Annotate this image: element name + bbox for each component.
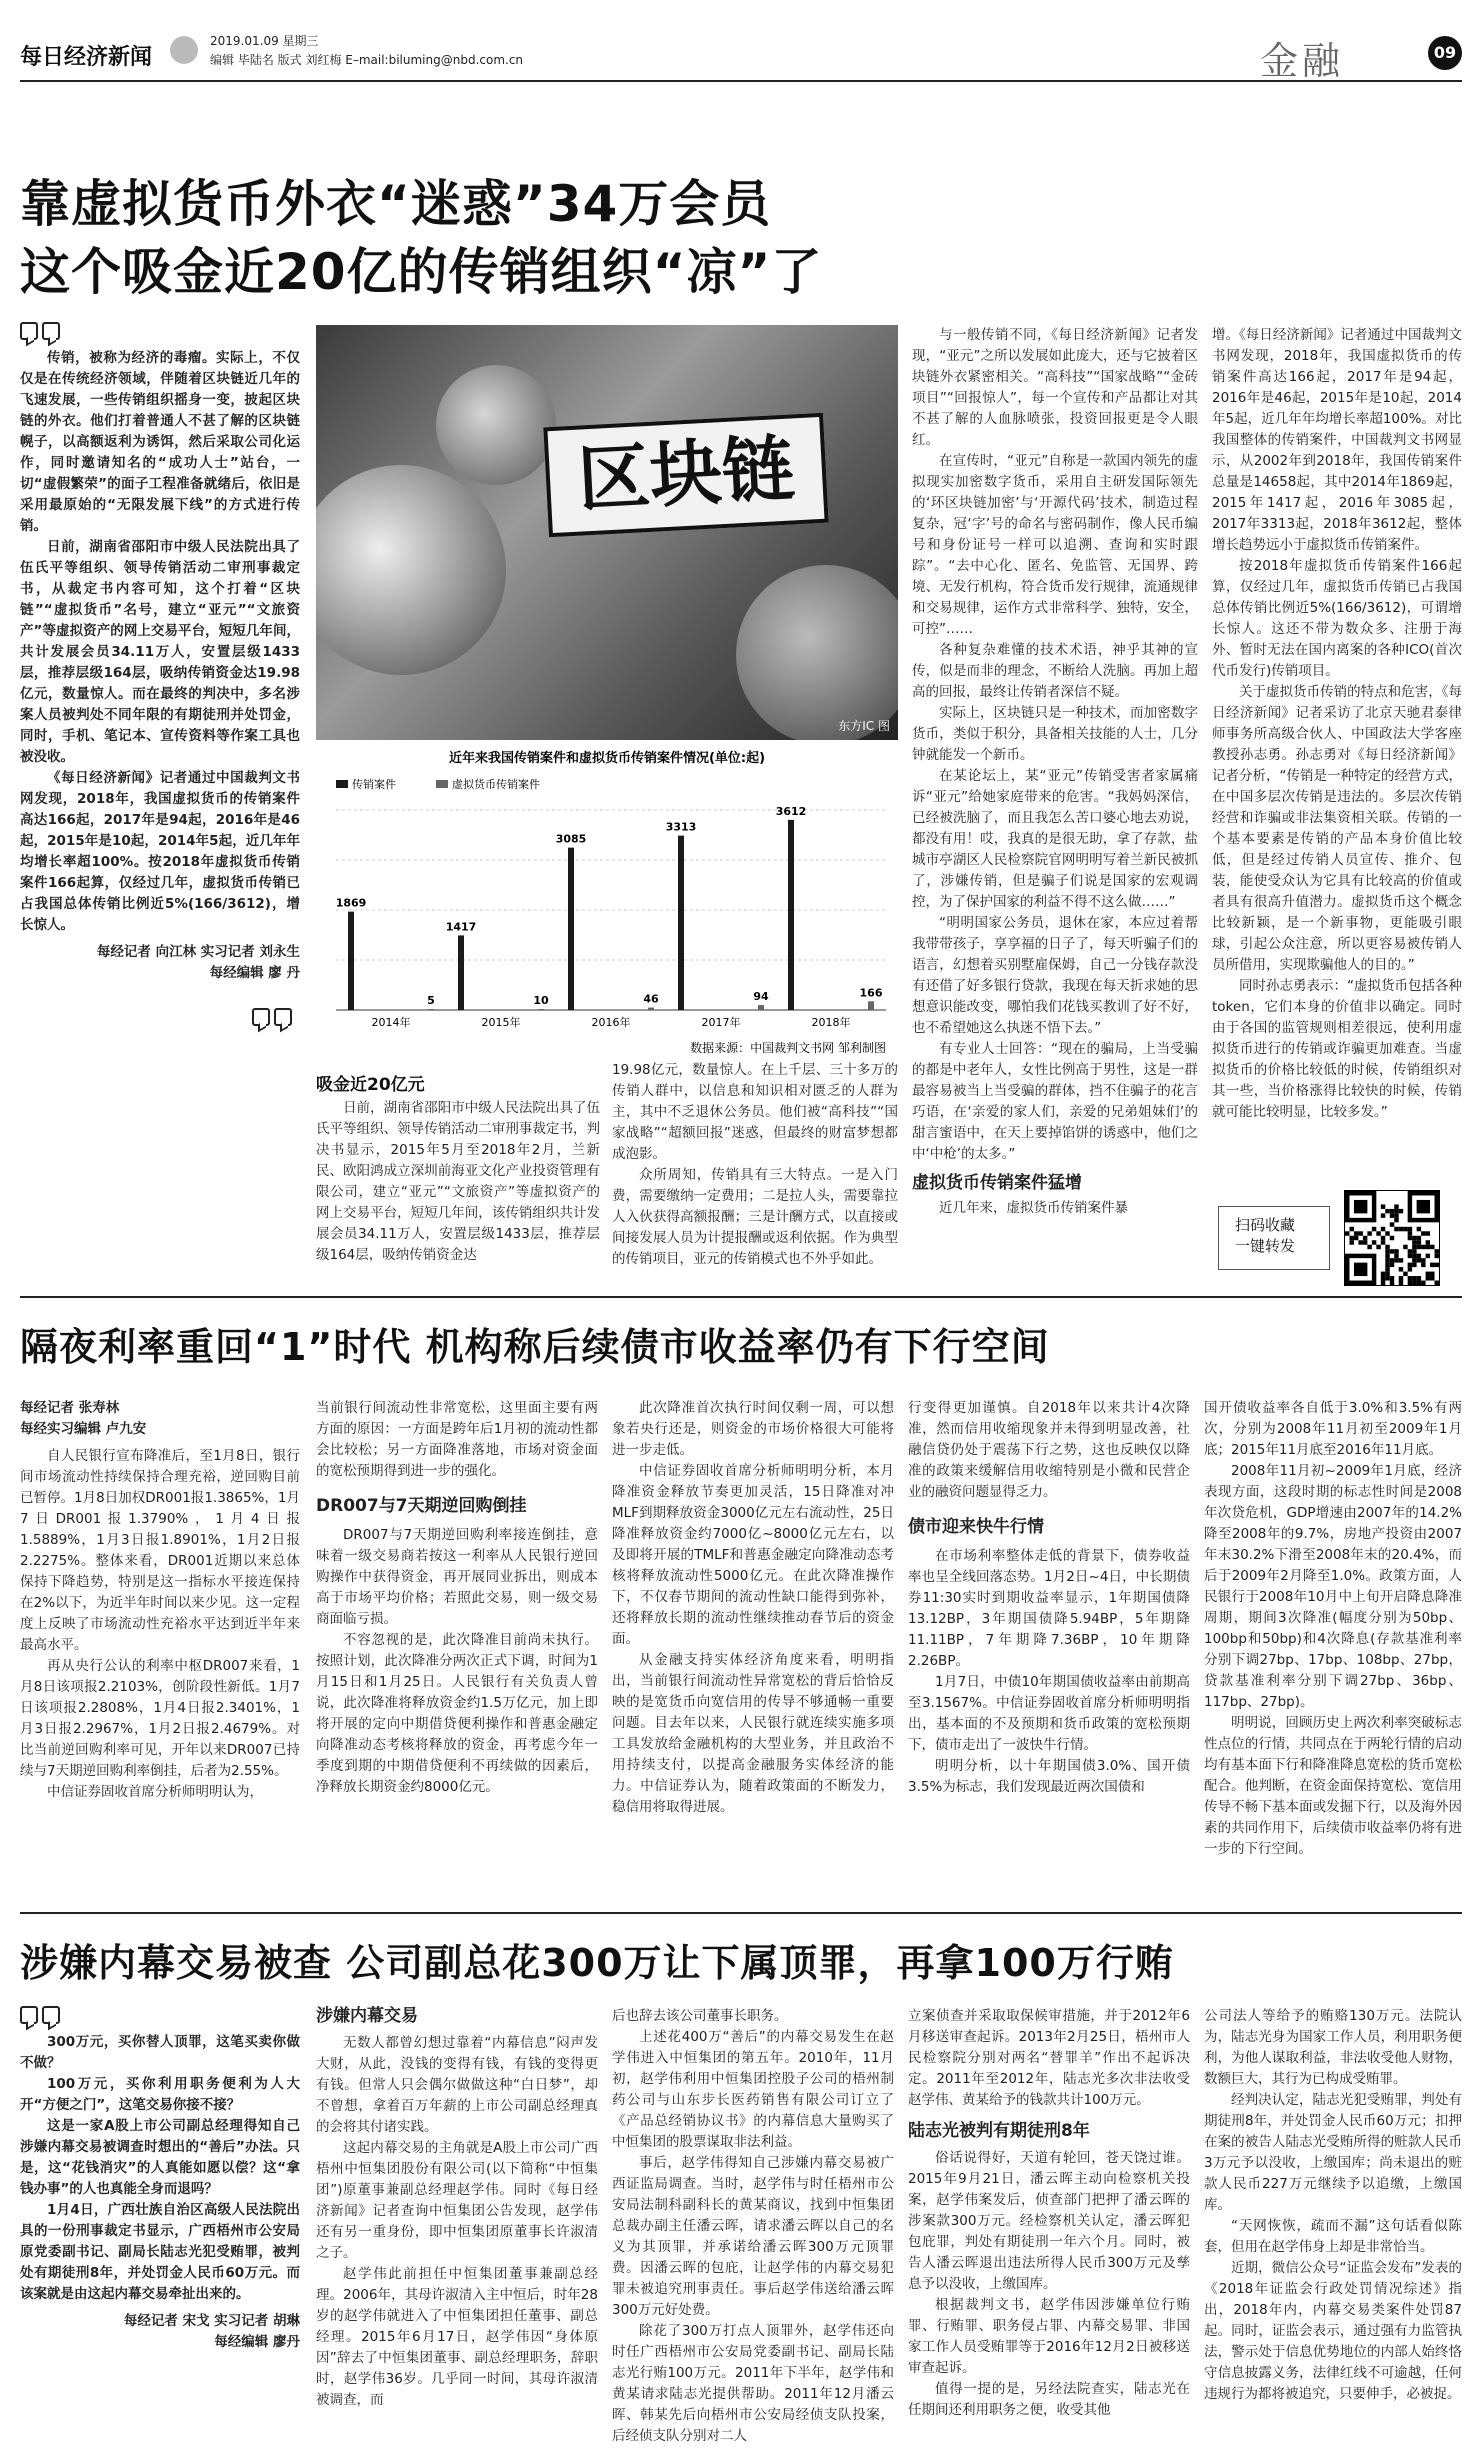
story2-col5 — [1204, 1398, 1462, 1860]
bar-value-label: 94 — [753, 990, 769, 1004]
story2-col4-p1: 行变得更加谨慎。自2018年以来共计4次降准，然而信用收缩现象并未得到明显改善，社融信贷仍处于震荡下行之势，这也反映仅以降准的政策来缓解信用收缩特别是小微和民营企业的融资问题显得乏力。 — [908, 1400, 1190, 1500]
x-tick-label: 2015年 — [481, 1016, 521, 1029]
story1-subhead-2: 虚拟货币传销案件猛增 — [912, 1173, 1082, 1193]
bar-mlm — [678, 836, 684, 1010]
paper-name: 每日经济新闻 — [20, 44, 153, 70]
story2-col4 — [908, 1398, 1190, 1798]
story2-col1-p2: 再从央行公认的利率中枢DR007来看，1月8日该项报2.2103%，创阶段性新低。1月7日该项报2.2808%，1月4日报2.3401%，1月3日报2.2967%，1月2日报2.4679%。对比当前逆回购利率可见，开年以来DR007已持续与7天期逆回购利率倒挂，后者为2.55%。 — [20, 1658, 300, 1779]
story3-col5-p4: 近期，微信公众号“证监会发布”发表的《2018年证监会行政处罚情况综述》指出，2018年内，内幕交易类案件处罚87起。同时，证监会表示，通过强有力监管执法，警示处于信息优势地位的内部人始终恪守信息披露义务，法律红线不可逾越，任何违规行为都将被追究，只要伸手，必被捉。 — [1204, 2260, 1462, 2402]
story2-col1-p3: 中信证券固收首席分析师明明认为， — [47, 1784, 263, 1800]
story1-col4 — [912, 325, 1198, 1219]
bar-mlm — [568, 848, 574, 1010]
story1-subhead-1: 吸金近20亿元 — [316, 1075, 425, 1095]
story3-col5 — [1204, 2006, 1462, 2405]
story2-col5-p1: 国开债收益率各自低于3.0%和3.5%有两次，分别为2008年11月初至2009年1月底；2015年11月底至2016年11月底。 — [1204, 1400, 1462, 1458]
bitcoin-coin-icon — [316, 465, 506, 675]
chart-ticks — [372, 1015, 851, 1029]
story1-col5-p1: 增。《每日经济新闻》记者通过中国裁判文书网发现，2018年，我国虚拟货币的传销案件高达166起，2017年是94起，2016年是46起，2015年是10起，2014年5起，近几年年均增长率超100%。对比我国整体的传销案件，中国裁判文书网显示，从2002年到2018年，我国传销案件总量是14658起，其中2014年1869起，2015年1417起，2016年3085起，2017年3313起，2018年3612起，整体增长趋势远小于虚拟货币传销案件。 — [1212, 327, 1462, 553]
story1-col4-p2: 在宣传时，“亚元”自称是一款国内领先的虚拟现实加密数字货币，采用自主研发国际领先的‘环区块链加密’与‘开源代码’技术，制造过程复杂，冠‘字’号的命名与密码制作，像人民币编号和身份证号一样可以追溯、查询和实时跟踪”。“去中心化、匿名、免监管、无国界、跨境、无发行机构，符合货币发行规律，流通规律和交易规律，运作方式非常科学、独特，安全，可控”…… — [912, 453, 1198, 637]
story2-col2-top: 当前银行间流动性非常宽松，这里面主要有两方面的原因：一方面是跨年后1月初的流动性都会比较松；另一方面降准落地，市场对资金面的宽松预期得到进一步的强化。 — [316, 1400, 598, 1479]
chart-bars — [336, 805, 883, 1010]
bar-mlm — [788, 820, 794, 1010]
coin-icon — [736, 565, 898, 740]
bar-value-label: 1869 — [335, 896, 367, 910]
story1-col2: 日前，湖南省邵阳市中级人民法院出具了伍氏平等组织、领导传销活动二审刑事裁定书，判决书显示，2015年5月至2018年2月，兰新民、欧阳鸿成立深圳前海亚文化产业投资管理有限公司，建立“亚元”“文旅资产”等虚拟资产的网上交易平台，短短几年间，该传销组织共计发展会员34.11万人，安置层级1433层，推荐层级164层，吸纳传销资金达 — [316, 1100, 600, 1263]
story1-lead-p3: 《每日经济新闻》记者通过中国裁判文书网发现，2018年，我国虚拟货币的传销案件高达166起，2017年是94起，2016年是46起，2015年是10起，2014年5起，近几年年均增长率超100%。按2018年虚拟货币传销案件166起算，仅经过几年，虚拟货币传销已占我国总体传销比例近5%(166/3612)，增长惊人。 — [20, 770, 300, 933]
story3-col3-p2: 上述花400万“善后”的内幕交易发生在赵学伟进入中恒集团的第五年。2010年，11月初，赵学伟利用中恒集团控股子公司的梧州制药公司与山东步长医药销售有限公司订立了《产品总经销协议书》的内幕信息大量购买了中恒集团的股票谋取非法利益。 — [612, 2029, 894, 2150]
x-tick-label: 2016年 — [591, 1016, 631, 1029]
story2-col4-p2: 在市场利率整体走低的背景下，债券收益率也呈全线回落态势。1月2日~4日，中长期债券11:30实时到期收益率显示，1年期国债降13.12BP，3年期国债降5.94BP，5年期降11.11BP，7年期降7.36BP，10年期降2.26BP。 — [908, 1548, 1190, 1669]
qr-code-icon[interactable] — [1344, 1190, 1440, 1286]
chart-title: 近年来我国传销案件和虚拟货币传销案件情况(单位:起) — [448, 751, 766, 766]
bar-value-label: 3612 — [775, 804, 807, 818]
bar-value-label: 46 — [643, 992, 659, 1006]
story3-headline: 涉嫌内幕交易被查 公司副总花300万让下属顶罪，再拿100万行贿 — [20, 1941, 1174, 1985]
story1-headline-line1: 靠虚拟货币外衣“迷惑”34万会员 — [20, 175, 772, 233]
masthead — [20, 22, 1462, 82]
date-line: 2019.01.09 星期三 — [210, 34, 319, 48]
chart-grid — [336, 810, 886, 1010]
story2-subhead: DR007与7天期逆回购倒挂 — [316, 1496, 527, 1516]
story3-col3 — [612, 2006, 894, 2447]
story1-col3 — [612, 1060, 898, 1270]
story3-col2 — [316, 2006, 598, 2411]
story3-col4-p1: 立案侦查并采取取保候审措施，并于2012年6月移送审查起诉。2013年2月25日，梧州市人民检察院分别对两名“替罪羊”作出不起诉决定。2011年至2012年，陆志光多次非法收受赵学伟、黄某给予的钱款共计100万元。 — [908, 2008, 1190, 2108]
story2-col5-p3: 明明说，回顾历史上两次利率突破标志性点位的行情，共同点在于两轮行情的启动均有基本面下行和降准降息宽松的货币宽松配合。他判断，在资金面保持宽松、宽信用传导不畅下基本面或发掘下行，以及海外因素的共同作用下，后续债市收益率仍将有进一步的下行空间。 — [1204, 1715, 1462, 1857]
story2-col4-p3: 1月7日，中债10年期国债收益率由前期高至3.1567%。中信证券固收首席分析师明明指出，基本面的不及预期和货币政策的宽松预期下，债市走出了一波快牛行情。 — [908, 1674, 1190, 1753]
story1-col4-p7: 有专业人士回答：“现在的骗局，上当受骗的都是中老年人，女性比例高于男性，这是一群最容易被当上当受骗的群体，挡不住骗子的花言巧语，在‘亲爱的家人们，亲爱的兄弟姐妹们’的甜言蜜语中，在天上要掉馅饼的诱惑中，他们之中‘中枪’的太多。” — [912, 1041, 1198, 1162]
bar-value-label: 10 — [533, 994, 549, 1007]
story2-col2 — [316, 1398, 598, 1798]
story3-col2-p2: 这起内幕交易的主角就是A股上市公司广西梧州中恒集团股份有限公司(以下简称“中恒集团”)原董事兼副总经理赵学伟。同时《每日经济新闻》记者查询中恒集团公告发现，赵学伟还有另一重身份，即中恒集团原董事长许淑清之子。 — [316, 2140, 598, 2261]
story2-col3 — [612, 1398, 894, 1818]
divider-1 — [20, 1296, 1462, 1298]
story3-lead-p3: 这是一家A股上市公司副总经理得知自己涉嫌内幕交易被调查时想出的“善后”办法。只是，这“花钱消灾”的人真能如愿以偿？这“拿钱办事”的人也真能全身而退吗？ — [20, 2118, 300, 2197]
story2-col1 — [20, 1446, 300, 1803]
story1-col5 — [1212, 325, 1462, 1123]
story3-col2-p3: 赵学伟此前担任中恒集团董事兼副总经理。2006年，其母许淑清入主中恒后，时年28岁的赵学伟就进入了中恒集团担任董事、副总经理。2015年6月17日，赵学伟因“身体原因”辞去了中恒集团董事、副总经理职务，辞职时，赵学伟36岁。几乎同一时间，其母许淑清被调查，而 — [316, 2266, 598, 2408]
story2-col3-p2: 中信证券固收首席分析师明明分析，本月降准资金释放节奏更加灵活，15日降准对冲MLF到期释放资金3000亿元左右流动性，25日降准释放资金约7000亿~8000亿元左右，以及即将开展的TMLF和普惠金融定向降准动态考核将释放流动性5000亿元。在此次降准操作下，不仅春节期间的流动性缺口能得到弥补，还将释放长期的流动性继续推动春节后的资金面。 — [612, 1463, 894, 1647]
story1-lead — [20, 348, 300, 984]
legend-swatch — [336, 780, 348, 788]
bar-crypto — [648, 1008, 654, 1010]
masthead-info — [210, 32, 523, 70]
story3-col4-p4: 值得一提的是，另经法院查实，陆志光在任期间还利用职务之便，收受其他 — [908, 2381, 1190, 2418]
story3-byline-reporter: 每经记者 宋戈 实习记者 胡琳 — [123, 2313, 300, 2329]
story2-byline-reporter: 每经记者 张寿林 — [20, 1400, 120, 1416]
bar-value-label: 5 — [427, 994, 435, 1007]
story2-col2-p1: DR007与7天期逆回购利率接连倒挂，意味着一级交易商若按这一利率从人民银行逆回购操作中获得资金，再开展同业拆出，则成本高于市场平均价格；若照此交易，则一级交易商面临亏损。 — [316, 1527, 598, 1627]
story1-col4-end: 近几年来，虚拟货币传销案件暴 — [939, 1200, 1128, 1216]
story2-subhead-2: 债市迎来快牛行情 — [908, 1517, 1044, 1537]
story2-col2-p2: 不容忽视的是，此次降准目前尚未执行。按照计划，此次降准分两次正式下调，时间为1月15日和1月25日。人民银行有关负责人曾说，此次降准将释放资金约1.5万亿元，加上即将开展的定向中期借贷便利操作和普惠金融定向降准动态考核将释放的资金，再考虑今年一季度到期的中期借贷便利不再续做的因素后，净释放长期资金约8000亿元。 — [316, 1632, 598, 1795]
bar-crypto — [758, 1005, 764, 1010]
divider-2 — [20, 1912, 1462, 1914]
story3-col4 — [908, 2006, 1190, 2421]
comment-icon — [20, 2006, 66, 2026]
story1-col4-p5: 在某论坛上，某“亚元”传销受害者家属痛诉“亚元”给她家庭带来的危害。“我妈妈深信，已经被洗脑了，而且我怎么苦口婆心地去劝说，都没有用！哎，我真的是很无助，拿了存款，盐城市亭湖区人民检察院官网明明写着兰新民被抓了，涉嫌传销，但是骗子们说是国家的宏观调控，为了保护国家的利益不得不这么做……” — [912, 768, 1198, 910]
paper-logo-icon — [170, 36, 198, 64]
bar-mlm — [348, 912, 354, 1010]
page-number: 09 — [1428, 36, 1462, 70]
x-tick-label: 2017年 — [701, 1016, 741, 1029]
story3-col5-p2: 经判决认定，陆志光犯受贿罪，判处有期徒刑8年，并处罚金人民币60万元；扣押在案的被告人陆志光受贿所得的赃款人民币3万元予以没收，上缴国库；尚未退出的赃款人民币227万元继续予以追缴，上缴国库。 — [1204, 2092, 1462, 2213]
story1-col3-p2: 众所周知，传销具有三大特点。一是入门费，需要缴纳一定费用；二是拉人头，需要靠拉人入伙获得高额报酬；三是计酬方式，以直接或间接发展人员为计提报酬或返利依据。作为典型的传销项目，亚元的传销模式也不外乎如此。 — [612, 1167, 898, 1267]
story1-lead-p2: 日前，湖南省邵阳市中级人民法院出具了伍氏平等组织、领导传销活动二审刑事裁定书，从裁定书内容可知，这个打着“区块链”“虚拟货币”名号，建立“亚元”“文旅资产”等虚拟资产的网上交易平台，短短几年间，共计发展会员34.11万人，安置层级1433层，推荐层级164层，吸纳传销资金达19.98亿元，数量惊人。而在最终的判决中，多名涉案人员被判处不同年限的有期徒刑并处罚金，同时，手机、笔记本、宣传资料等作案工具也被没收。 — [20, 539, 300, 765]
story3-lead-p2: 100万元，买你利用职务便利为人大开“方便之门”，这笔交易你接不接？ — [20, 2076, 300, 2113]
legend-label: 虚拟货币传销案件 — [452, 778, 540, 791]
story2-headline: 隔夜利率重回“1”时代 机构称后续债市收益率仍有下行空间 — [20, 1325, 1050, 1369]
story3-col3-p3: 事后，赵学伟得知自己涉嫌内幕交易被广西证监局调查。当时，赵学伟与时任梧州市公安局法制科副科长的黄某商议，找到中恒集团总裁办副主任潘云晖，请求潘云晖以自己的名义为其顶罪，并承诺给潘云晖300万元顶罪费。因潘云晖的包庇，让赵学伟的内幕交易犯罪未被追究刑事责任。事后赵学伟送给潘云晖300万元好处费。 — [612, 2155, 894, 2318]
comment-icon — [20, 322, 66, 342]
bar-crypto — [538, 1009, 544, 1010]
story1-byline-editor: 每经编辑 廖 丹 — [209, 965, 300, 981]
bar-value-label: 1417 — [445, 920, 477, 934]
end-icon — [252, 1008, 298, 1028]
story3-col2-p1: 无数人都曾幻想过靠着“内幕信息”闷声发大财，从此，没钱的变得有钱，有钱的变得更有钱。但常人只会偶尔做做这种“白日梦”，却不曾想，拿着百万年薪的上市公司副总经理真的会将其付诸实践。 — [316, 2035, 598, 2135]
story2-col3-p3: 从金融支持实体经济角度来看，明明指出，当前银行间流动性异常宽松的背后恰恰反映的是宽货币向宽信用的传导不够通畅一重要问题。目去年以来，人民银行就连续实施多项工具发放给金融机构的大型业务，并且政治不用持续支付，以提高金融服务实体经济的能力。中信证券认为，随着政策面的不断发力，稳信用将取得进展。 — [612, 1652, 894, 1815]
bar-crypto — [428, 1009, 434, 1010]
story1-headline-line2: 这个吸金近20亿的传销组织“凉”了 — [20, 243, 823, 301]
story1-col5-p4: 同时孙志勇表示：“虚拟货币包括各种token，它们本身的价值非以确定。同时由于各国的监管规则相差很远，使利用虚拟货币进行的传销或诈骗更加难查。当虚拟货币的价格比较低的时候，传销组织对其一些，当价格涨得比较快的时候，传销就可能比较明显，比较多发。” — [1212, 978, 1462, 1120]
story1-headline — [20, 170, 1020, 306]
story3-subhead: 涉嫌内幕交易 — [316, 2006, 418, 2026]
story1-col4-p6: “明明国家公务员，退休在家，本应过着帮我带带孩子，享享福的日子了，每天听骗子们的语言，幻想着买别墅雇保姆，自己一分钱存款没有还借了好多银行贷款，我现在每天折求她的思想意识能改变，哪怕我们花钱买教训了好不好，也不希望她这么执迷不悟下去。” — [912, 915, 1198, 1036]
story3-col3-p1: 后也辞去该公司董事长职务。 — [612, 2008, 788, 2024]
chart-legend — [336, 777, 540, 791]
story3-lead-p4: 1月4日，广西壮族自治区高级人民法院出具的一份刑事裁定书显示，广西梧州市公安局原党委副书记、副局长陆志光犯受贿罪，被判处有期徒刑8年，并处罚金人民币60万元。而该案就是由这起内幕交易牵扯出来的。 — [20, 2202, 300, 2302]
story1-col4-p1: 与一般传销不同，《每日经济新闻》记者发现，“亚元”之所以发展如此庞大，还与它披着区块链外衣紧密相关。“高科技”“国家战略”“金砖项目”“回报惊人”，每一个宣传和产品都让对其不甚了解的人血脉喷张，投资回报更是令人眼红。 — [912, 327, 1198, 448]
bar-value-label: 3313 — [665, 820, 697, 834]
story3-col5-p3: “天网恢恢，疏而不漏”这句话看似陈套，但用在赵学伟身上却是非常恰当。 — [1204, 2218, 1462, 2255]
story2-col1-p1: 自人民银行宣布降准后，至1月8日，银行间市场流动性持续保持合理充裕，逆回购目前已暂停。1月8日加权DR001报1.3865%，1月7日DR001报1.3790%，1月4日报1.5889%，1月3日报1.8901%，1月2日报2.2275%。整体来看，DR001近期以来总体保持下降趋势，特别是这一指标水平接连保持在2%以下，为近半年时间以来少见。这一定程度上反映了市场流动性充裕水平达到近半年来最高水平。 — [20, 1448, 300, 1653]
story3-col4-p2: 俗话说得好，天道有轮回，苍天饶过谁。2015年9月21日，潘云晖主动向检察机关投案，赵学伟案发后，侦查部门把押了潘云晖的涉案款300万元。经检察机关认定，潘云晖犯包庇罪，判处有期徒刑一年六个月。同时，被告人潘云晖退出违法所得人民币300万元及孳息予以没收，上缴国库。 — [908, 2150, 1190, 2292]
section-title: 金融 — [1260, 39, 1345, 83]
story3-byline-editor: 每经编辑 廖丹 — [214, 2334, 300, 2350]
story3-col4-p3: 根据裁判文书，赵学伟因涉嫌单位行贿罪、行贿罪、职务侵占罪、内幕交易罪、非国家工作人员受贿罪等于2016年12月2日被移送审查起诉。 — [908, 2297, 1190, 2376]
story1-lead-p1: 传销，被称为经济的毒瘤。实际上，不仅仅是在传统经济领域，伴随着区块链近几年的飞速发展，一些传销组织摇身一变，披起区块链的外衣。他们打着普通人不甚了解的区块链幌子，以高额返利为诱饵，然后采取公司化运作，同时邀请知名的“成功人士”站台，一切“虚假繁荣”的面子工程准备就绪后，依旧是采用最原始的“无限发展下线”的方式进行传销。 — [20, 350, 300, 534]
story1-col3-p1: 19.98亿元，数量惊人。在上千层、三十多万的传销人群中，以信息和知识相对匮乏的人群为主，其中不乏退休公务员。他们被“高科技”“国家战略”“超额回报”迷惑，但最终的财富梦想都成泡影。 — [612, 1062, 898, 1162]
legend-swatch — [436, 780, 448, 788]
x-tick-label: 2018年 — [811, 1016, 851, 1029]
photo-credit: 东方IC 图 — [838, 719, 890, 733]
story2-byline-editor: 每经实习编辑 卢九安 — [20, 1421, 147, 1437]
story3-lead-p1: 300万元，买你替人顶罪，这笔买卖你做不做？ — [20, 2034, 300, 2071]
story3-col5-p1: 公司法人等给予的贿赂130万元。法院认为，陆志光身为国家工作人员，利用职务便利，为他人谋取利益，非法收受他人财物，数额巨大，其行为已构成受贿罪。 — [1204, 2008, 1462, 2087]
chart-source: 数据来源：中国裁判文书网 邹利制图 — [690, 1041, 886, 1055]
case-chart — [316, 740, 898, 1060]
blockchain-photo — [316, 325, 898, 740]
editor-line: 编辑 毕陆名 版式 刘红梅 E–mail:biluming@nbd.com.cn — [210, 53, 524, 67]
story1-col5-p2: 按2018年虚拟货币传销案件166起算，仅经过几年，虚拟货币传销已占我国总体传销比例近5%(166/3612)，可谓增长惊人。这还不带为数众多、注册于海外、暂时无法在国内离案的各种ICO(首次代币发行)传销项目。 — [1212, 558, 1462, 679]
story2-col3-p1: 此次降准首次执行时间仅剩一周，可以想象若央行还是，则资金的市场价格很大可能将进一步走低。 — [612, 1400, 894, 1458]
scan-to-share[interactable]: 扫码收藏 一键转发 — [1218, 1206, 1330, 1270]
x-tick-label: 2014年 — [371, 1016, 411, 1029]
bar-crypto — [868, 1001, 874, 1010]
story2-col4-p4: 明明分析，以十年期国债3.0%、国开债3.5%为标志，我们发现最近两次国债和 — [908, 1758, 1190, 1795]
story2-col5-p2: 2008年11月初~2009年1月底，经济表现方面，这段时期的标志性时间是2008年次贷危机，GDP增速由2007年的14.2%降至2008年的9.7%，房地产投资由2007年末30.2%下滑至2008年末的20.4%，而后于2009年2月降至1.0%。政策方面，人民银行于2008年10月中上旬开启降息降准周期，期间3次降准(幅度分别为50bp、100bp和50bp)和4次降息(存款基准利率分别下调27bp、17bp、108bp、27bp，贷款基准利率分别下调27bp、36bp、117bp、27bp)。 — [1204, 1463, 1462, 1710]
story1-byline-reporter: 每经记者 向江林 实习记者 刘永生 — [96, 944, 300, 960]
story3-col3-p4: 除花了300万打点人顶罪外，赵学伟还向时任广西梧州市公安局党委副书记、副局长陆志光行贿100万元。2011年下半年，赵学伟和黄某请求陆志光提供帮助。2011年12月潘云晖、韩某先后向梧州市公安局经侦支队投案，后经侦支队分别对二人 — [612, 2323, 894, 2444]
bar-mlm — [458, 935, 464, 1010]
story1-col4-p3: 各种复杂难懂的技术术语，神乎其神的宣传，似是而非的理念，不断给人洗脑。再加上超高的回报，最终让传销者深信不疑。 — [912, 642, 1198, 700]
story1-col4-p4: 实际上，区块链只是一种技术，而加密数字货币，类似于积分，具备相关技能的人士，几分钟就能发一个新币。 — [912, 705, 1198, 763]
story1-col5-p3: 关于虚拟货币传销的特点和危害，《每日经济新闻》记者采访了北京天驰君泰律师事务所高级合伙人、中国政法大学客座教授孙志勇。孙志勇对《每日经济新闻》记者分析，“传销是一种特定的经营方式，在中国多层次传销是违法的。多层次传销经营和诈骗或非法集资相关联。传销的一个基本要素是传销的产品本身价值比较低，但是经过传销人员宣传、推介、包装，能使受众认为它具有比较高的价值或者具有很高升值潜力。虚拟货币这个概念比较新颖，是一个新事物，更能吸引眼球，引起公众注意，所以更容易被传销人员所借用，实现欺骗他人的目的。” — [1212, 684, 1462, 973]
story3-lead — [20, 2032, 300, 2353]
story3-subhead-2: 陆志光被判有期徒刑8年 — [908, 2121, 1090, 2141]
legend-label: 传销案件 — [352, 778, 396, 791]
story2-byline — [20, 1398, 300, 1440]
bar-value-label: 3085 — [555, 832, 587, 846]
photo-sign: 区块链 — [543, 413, 828, 538]
coin-icon — [436, 365, 556, 485]
bar-value-label: 166 — [859, 986, 883, 1000]
